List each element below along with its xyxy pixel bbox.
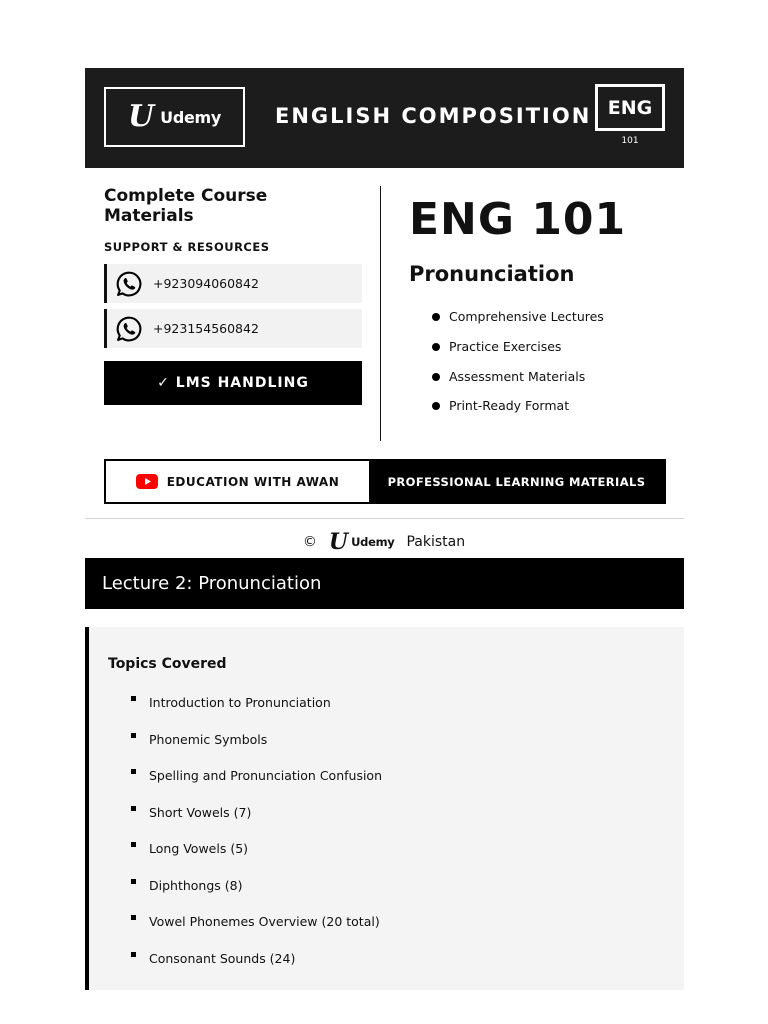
udemy-logo-small	[329, 531, 395, 553]
phone-number: +923094060842	[153, 276, 259, 291]
feature-item: Comprehensive Lectures	[432, 302, 679, 332]
topic-item: Consonant Sounds (24)	[131, 941, 382, 978]
phone-contact[interactable]	[104, 264, 362, 303]
topic-item: Vowel Phonemes Overview (20 total)	[131, 904, 382, 941]
topic-item: Spelling and Pronunciation Confusion	[131, 758, 382, 795]
country-label: Pakistan	[406, 534, 466, 550]
topics-list	[131, 685, 382, 977]
lecture-title: Lecture 2: Pronunciation	[85, 558, 684, 609]
learning-materials-label: PROFESSIONAL LEARNING MATERIALS	[369, 461, 664, 502]
topics-panel	[85, 627, 684, 990]
youtube-channel-link[interactable]	[106, 461, 369, 502]
channel-name: EDUCATION WITH AWAN	[166, 474, 340, 489]
topic-item: Long Vowels (5)	[131, 831, 382, 868]
whatsapp-icon	[115, 270, 143, 298]
feature-item: Practice Exercises	[432, 332, 679, 362]
support-column	[104, 186, 362, 405]
phone-contact[interactable]	[104, 309, 362, 348]
topic-item: Phonemic Symbols	[131, 722, 382, 759]
course-info-column	[409, 196, 679, 421]
support-resources-title: SUPPORT & RESOURCES	[104, 240, 270, 254]
copyright-line	[0, 530, 768, 554]
whatsapp-icon	[115, 315, 143, 343]
column-divider	[380, 186, 381, 441]
topic-item: Introduction to Pronunciation	[131, 685, 382, 722]
course-code-number: 101	[621, 136, 639, 146]
course-materials-title: Complete Course Materials	[104, 186, 268, 226]
divider-line	[85, 518, 684, 519]
course-code-title: ENG 101	[409, 194, 627, 245]
topic-item: Diphthongs (8)	[131, 868, 382, 905]
channel-ribbon	[104, 459, 666, 504]
phone-number: +923154560842	[153, 321, 259, 336]
udemy-logo	[104, 87, 245, 147]
feature-item: Print-Ready Format	[432, 391, 679, 421]
udemy-u-icon: U	[328, 529, 349, 555]
feature-list	[432, 302, 679, 420]
lms-handling-button[interactable]: ✓ LMS HANDLING	[104, 361, 362, 405]
banner-title: ENGLISH COMPOSITION	[275, 104, 592, 128]
header-banner	[85, 68, 684, 168]
topic-item: Short Vowels (7)	[131, 795, 382, 832]
course-topic: Pronunciation	[409, 262, 575, 287]
youtube-icon	[136, 474, 158, 489]
topics-title: Topics Covered	[108, 656, 227, 672]
course-code-badge: ENG	[595, 84, 665, 131]
udemy-logo-text: Udemy	[351, 535, 395, 549]
udemy-logo-text: Udemy	[160, 107, 222, 127]
udemy-u-icon: U	[127, 99, 155, 134]
feature-item: Assessment Materials	[432, 362, 679, 392]
copyright-symbol: ©	[302, 534, 317, 550]
